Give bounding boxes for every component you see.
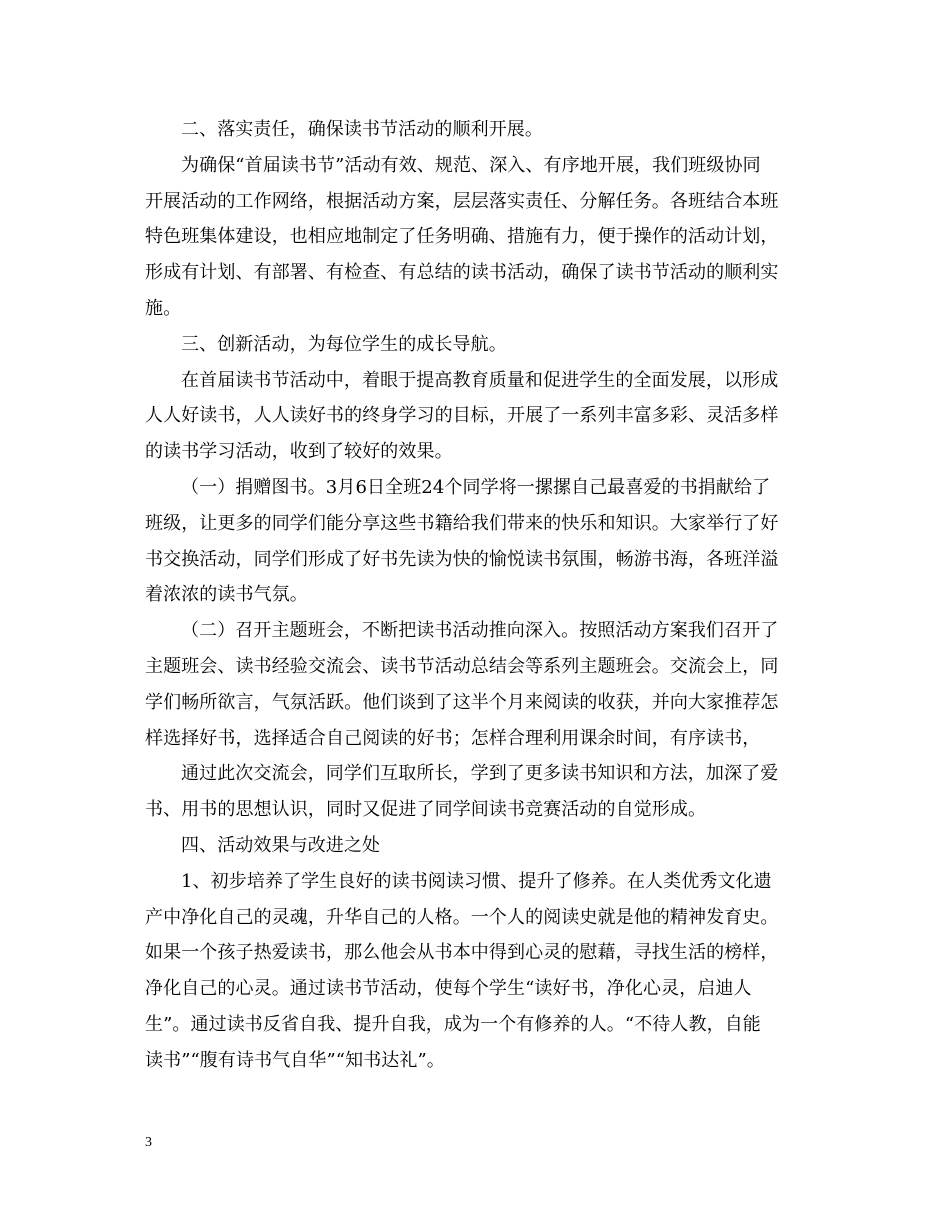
text-line: 为确保“首届读书节”活动有效、规范、深入、有序地开展，我们班级协同: [181, 154, 761, 176]
text-line: 班级，让更多的同学们能分享这些书籍给我们带来的快乐和知识。大家举行了好: [145, 512, 779, 534]
text-line: 1、初步培养了学生良好的读书阅读习惯、提升了修养。在人类优秀文化遗: [181, 870, 772, 892]
text-line: 三、创新活动，为每位学生的成长导航。: [181, 333, 507, 355]
text-line: 读书”“腹有诗书气自华”“知书达礼”。: [145, 1049, 445, 1071]
text-line: 学们畅所欲言，气氛活跃。他们谈到了这半个月来阅读的收获，并向大家推荐怎: [145, 691, 779, 713]
text-line: 书、用书的思想认识，同时又促进了同学间读书竞赛活动的自觉形成。: [145, 799, 707, 821]
text-line: 净化自己的心灵。通过读书节活动，使每个学生“读好书，净化心灵，启迪人: [145, 978, 752, 1000]
text-line: 特色班集体建设，也相应地制定了任务明确、措施有力，便于操作的活动计划，: [145, 226, 779, 248]
text-line: 书交换活动，同学们形成了好书先读为快的愉悦读书氛围，畅游书海，各班洋溢: [145, 548, 779, 570]
text-line: 样选择好书，选择适合自己阅读的好书；怎样合理利用课余时间，有序读书，: [145, 727, 761, 749]
text-line: 开展活动的工作网络，根据活动方案，层层落实责任、分解任务。各班结合本班: [145, 190, 779, 212]
text-line: 的读书学习活动，收到了较好的效果。: [145, 441, 453, 463]
text-line: 生”。通过读书反省自我、提升自我，成为一个有修养的人。“不待人教，自能: [145, 1013, 761, 1035]
text-line: 施。: [145, 297, 182, 319]
text-line: （一）捐赠图书。3月6日全班24个同学将一摞摞自己最喜爱的书捐献给了: [181, 476, 771, 498]
text-line: 四、活动效果与改进之处: [181, 834, 381, 856]
text-line: 通过此次交流会，同学们互取所长，学到了更多读书知识和方法，加深了爱: [181, 763, 779, 785]
text-line: 在首届读书节活动中，着眼于提高教育质量和促进学生的全面发展，以形成: [181, 369, 779, 391]
text-line: 人人好读书，人人读好书的终身学习的目标，开展了一系列丰富多彩、灵活多样: [145, 405, 779, 427]
text-line: 产中净化自己的灵魂，升华自己的人格。一个人的阅读史就是他的精神发育史。: [145, 906, 779, 928]
text-line: （二）召开主题班会，不断把读书活动推向深入。按照活动方案我们召开了: [181, 620, 779, 642]
text-line: 形成有计划、有部署、有检查、有总结的读书活动，确保了读书节活动的顺利实: [145, 262, 779, 284]
text-line: 主题班会、读书经验交流会、读书节活动总结会等系列主题班会。交流会上，同: [145, 655, 779, 677]
document-body: [145, 112, 805, 1079]
page-number: 3: [145, 1135, 152, 1150]
text-line: 二、落实责任，确保读书节活动的顺利开展。: [181, 119, 543, 140]
text-line: 着浓浓的读书气氛。: [145, 584, 308, 606]
text-line: 如果一个孩子热爱读书，那么他会从书本中得到心灵的慰藉，寻找生活的榜样，: [145, 942, 779, 964]
